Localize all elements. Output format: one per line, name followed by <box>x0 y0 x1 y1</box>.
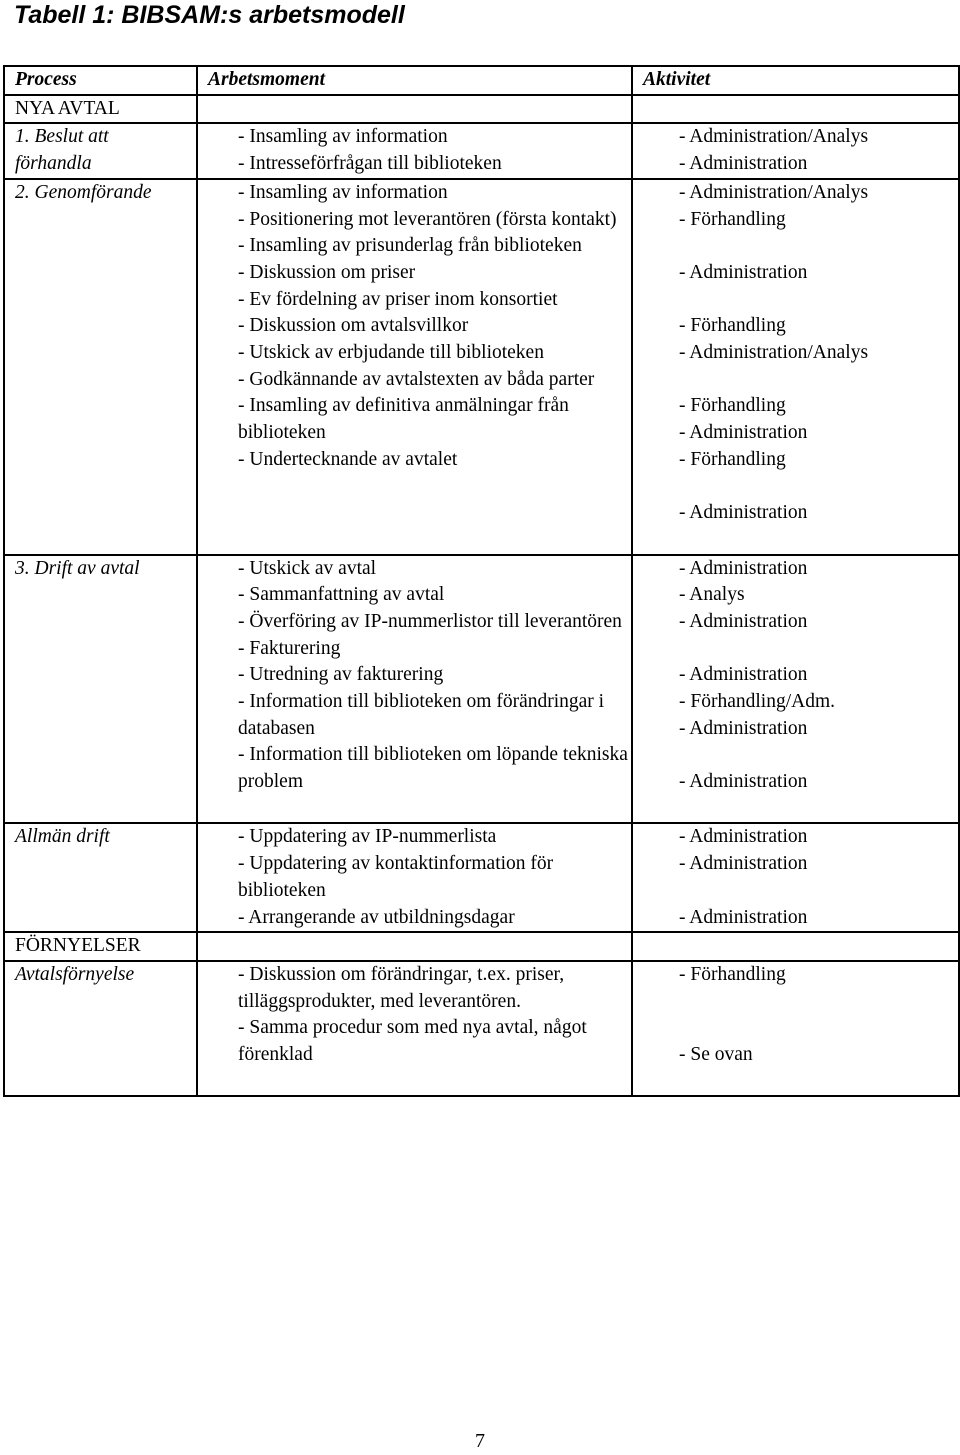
activity-item: - Administration <box>679 422 808 444</box>
moment-item: - Ev fördelning av priser inom konsortiet <box>238 288 558 310</box>
moments-cell <box>197 823 632 932</box>
process-cell: 2. Genomförande <box>4 179 197 555</box>
activity-item: - Administration <box>679 664 808 686</box>
table-row <box>4 123 959 178</box>
activity-item: - Administration <box>679 557 808 579</box>
moment-item: - Godkännande av avtalstexten av båda parter <box>238 368 595 390</box>
moment-item: - Överföring av IP-nummerlistor till leverantören <box>238 610 622 632</box>
header-process: Process <box>4 66 197 95</box>
moments-cell <box>197 932 632 961</box>
moments-cell <box>197 555 632 824</box>
page-title: Tabell 1: BIBSAM:s arbetsmodell <box>14 1 405 29</box>
table-row <box>4 179 959 555</box>
activities-cell <box>632 179 959 555</box>
activity-item: - Administration <box>679 906 808 928</box>
moments-cell <box>197 961 632 1096</box>
activity-item: - Förhandling <box>679 395 786 417</box>
moment-item: - Intresseförfrågan till biblioteken <box>238 153 502 175</box>
moment-item: - Utskick av avtal <box>238 557 377 579</box>
moment-item: - Utskick av erbjudande till biblioteken <box>238 342 544 364</box>
section-row <box>4 95 959 124</box>
moment-item: - Insamling av information <box>238 181 448 203</box>
moment-item: - Information till biblioteken om förändringar i databasen <box>238 691 605 739</box>
table-header-row <box>4 66 959 95</box>
activity-item: - Förhandling <box>679 208 786 230</box>
moment-item: - Insamling av prisunderlag från biblioteken <box>238 235 582 257</box>
process-cell: Avtalsförnyelse <box>4 961 197 1096</box>
moment-item: - Sammanfattning av avtal <box>238 584 445 606</box>
activity-item: - Administration <box>679 610 808 632</box>
activity-item: - Administration <box>679 502 808 524</box>
process-cell: Allmän drift <box>4 823 197 932</box>
activity-item: - Förhandling <box>679 448 786 470</box>
activity-item: - Administration/Analys <box>679 126 869 148</box>
section-row <box>4 932 959 961</box>
activity-item: - Administration <box>679 153 808 175</box>
moment-item: - Diskussion om priser <box>238 261 416 283</box>
moment-item: - Utredning av fakturering <box>238 664 444 686</box>
process-cell <box>4 123 197 178</box>
moments-cell <box>197 123 632 178</box>
moment-item: - Samma procedur som med nya avtal, något förenklad <box>238 1017 587 1066</box>
moment-item: - Arrangerande av utbildningsdagar <box>238 906 515 928</box>
moment-item: - Diskussion om förändringar, t.ex. priser, tilläggsprodukter, med leverantören. <box>238 963 565 1012</box>
table-row <box>4 555 959 824</box>
activity-item: - Administration <box>679 261 808 283</box>
page-number: 7 <box>475 1430 485 1452</box>
moments-cell <box>197 95 632 124</box>
moment-item: - Insamling av definitiva anmälningar från biblioteken <box>238 395 569 444</box>
moment-item: - Uppdatering av kontaktinformation för biblioteken <box>238 853 554 901</box>
activity-item: - Förhandling <box>679 315 786 337</box>
process-cell: 3. Drift av avtal <box>4 555 197 824</box>
process-cell: FÖRNYELSER <box>4 932 197 961</box>
activities-cell <box>632 123 959 178</box>
moment-item: - Positionering mot leverantören (första kontakt) <box>238 208 617 230</box>
activity-item: - Förhandling <box>679 963 786 985</box>
activity-item: - Se ovan <box>679 1044 753 1066</box>
activity-item: - Administration/Analys <box>679 181 869 203</box>
activity-item: - Förhandling/Adm. <box>679 690 835 712</box>
moment-item: - Fakturering <box>238 637 341 659</box>
moment-item: - Information till biblioteken om löpande tekniska problem <box>238 744 628 793</box>
activity-item: - Administration <box>679 771 808 793</box>
activities-cell <box>632 961 959 1096</box>
moment-item: - Insamling av information <box>238 126 448 148</box>
activity-item: - Administration/Analys <box>679 341 869 363</box>
activities-cell <box>632 932 959 961</box>
activity-item: - Administration <box>679 717 808 739</box>
table-row <box>4 823 959 932</box>
process-cell: NYA AVTAL <box>4 95 197 124</box>
activities-cell <box>632 823 959 932</box>
activity-item: - Analys <box>679 584 745 606</box>
moments-cell <box>197 179 632 555</box>
moment-item: - Diskussion om avtalsvillkor <box>238 315 469 337</box>
process-label: 1. Beslut att förhandla <box>15 126 109 175</box>
activity-item: - Administration <box>679 826 808 848</box>
header-arbetsmoment: Arbetsmoment <box>197 66 632 95</box>
header-aktivitet: Aktivitet <box>632 66 959 95</box>
activity-item: - Administration <box>679 853 808 875</box>
moment-item: - Undertecknande av avtalet <box>238 448 458 470</box>
activities-cell <box>632 555 959 824</box>
work-model-table <box>3 65 960 1097</box>
activities-cell <box>632 95 959 124</box>
moment-item: - Uppdatering av IP-nummerlista <box>238 826 497 848</box>
table-row <box>4 961 959 1096</box>
